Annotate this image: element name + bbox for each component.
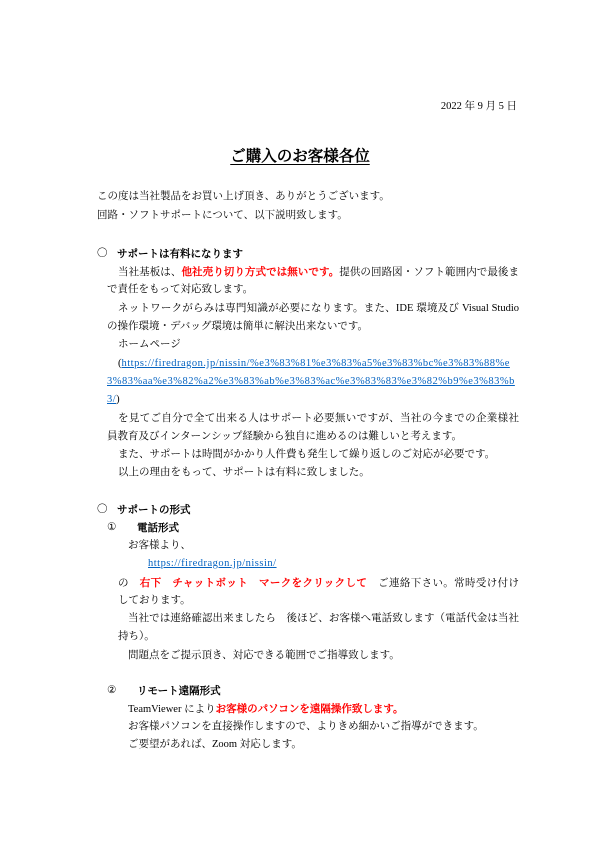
paid-support-text: 当社基板は、 — [118, 267, 182, 278]
phone-line-7: 問題点をご提示頂き、対応できる範囲でご指導致します。 — [128, 650, 400, 661]
nissin-page-link[interactable]: https://firedragon.jp/nissin/ — [148, 558, 277, 569]
chatbot-instruction-emphasis: 右下 チャットボット マークをクリックして — [139, 577, 368, 589]
open-paren: ( — [118, 358, 122, 369]
phone-line-1: お客様より、 — [128, 540, 191, 551]
homepage-url-line-3 — [107, 391, 519, 409]
remote-format-number: ② — [107, 685, 117, 696]
phone-format-heading: 電話形式 — [137, 522, 179, 534]
paid-support-paragraph-2-line-2: の操作環境・デバッグ環境は簡単に解決出来ないです。 — [107, 321, 369, 332]
intro-line-2: 回路・ソフトサポートについて、以下説明致します。 — [97, 210, 348, 221]
remote-line-3: ご要望があれば、Zoom 対応します。 — [128, 739, 302, 750]
section-support-format-bullet: 〇 — [97, 504, 108, 515]
not-sell-and-forget-emphasis: 他社売り切り方式では無いです。 — [181, 266, 340, 278]
close-paren: ) — [116, 394, 120, 405]
paid-support-paragraph-5: 以上の理由をもって、サポートは有料に致しました。 — [118, 467, 370, 478]
paid-support-text: 提供の回路図・ソフト範囲内で最後ま — [339, 267, 519, 278]
section-paid-support-bullet: 〇 — [97, 248, 108, 259]
phone-line-4: しております。 — [118, 595, 191, 606]
paid-support-paragraph-2-line-1: ネットワークがらみは専門知識が必要になります。また、IDE 環境及び Visual Studio — [118, 303, 519, 314]
paid-support-paragraph-1-line-2: で責任をもって対応致します。 — [107, 284, 254, 295]
homepage-url-line-1 — [118, 355, 519, 373]
homepage-link[interactable]: 3%83%aa%e3%82%a2%e3%83%ab%e3%83%ac%e3%83%83%e3%82%b9%e3%83%b — [107, 376, 515, 387]
paid-support-paragraph-3-line-2: 員教育及びインターンシップ経験から独自に進めるのは難しいと考えます。 — [107, 431, 463, 442]
phone-line-5: 当社では連絡確認出来ましたら 後ほど、お客様へ電話致します（電話代金は当社 — [128, 613, 519, 624]
homepage-link[interactable]: 3/ — [107, 394, 117, 405]
section-support-format-heading: サポートの形式 — [117, 504, 191, 516]
phone-line-3 — [118, 574, 519, 592]
document-date: 2022 年 9 月 5 日 — [440, 101, 517, 112]
paid-support-paragraph-4: また、サポートは時間がかかり人件費も発生して繰り返しのご対応が必要です。 — [118, 449, 496, 460]
homepage-link[interactable]: https://firedragon.jp/nissin/%e3%83%81%e3%83%a5%e3%83%bc%e3%83%88%e — [121, 358, 510, 369]
phone-text: の — [118, 578, 140, 589]
remote-operation-emphasis: お客様のパソコンを遠隔操作致します。 — [215, 703, 404, 715]
phone-line-6: 持ち）。 — [118, 631, 155, 642]
phone-url-line — [148, 555, 519, 573]
remote-format-heading: リモート遠隔形式 — [137, 685, 221, 697]
section-paid-support-heading: サポートは有料になります — [117, 248, 243, 260]
paid-support-paragraph-1-line-1 — [118, 263, 519, 281]
phone-format-number: ① — [107, 522, 117, 533]
homepage-url-line-2 — [107, 373, 519, 391]
paid-support-paragraph-3-line-1: を見てご自分で全て出来る人はサポート必要無いですが、当社の今までの企業様社 — [118, 413, 519, 424]
phone-text: ご連絡下さい。常時受け付け — [367, 578, 519, 589]
remote-line-2: お客様パソコンを直接操作しますので、よりきめ細かいご指導ができます。 — [128, 721, 484, 732]
homepage-label: ホームページ — [118, 339, 181, 350]
remote-text: TeamViewer により — [128, 704, 216, 715]
remote-line-1 — [128, 700, 519, 718]
document-title: ご購入のお客様各位 — [230, 148, 370, 165]
intro-line-1: この度は当社製品をお買い上げ頂き、ありがとうございます。 — [97, 191, 390, 202]
